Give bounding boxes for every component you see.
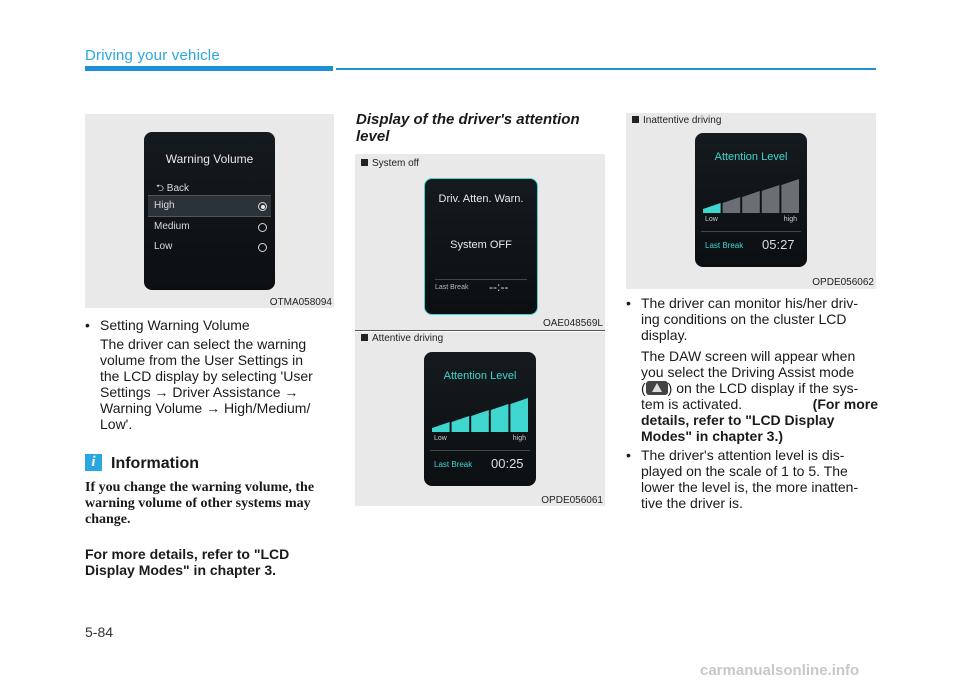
text-line: the LCD display by selecting 'User (100, 368, 313, 384)
bullet-setting-warning-volume (85, 317, 335, 432)
divider (435, 279, 527, 280)
gauge-segment (723, 197, 741, 213)
more-details-note (85, 546, 335, 578)
bullet-dot: • (85, 317, 90, 333)
text-line: The DAW screen will appear when (641, 348, 856, 364)
gauge-low-label: Low (705, 216, 718, 223)
header-rule-thin (336, 68, 876, 70)
bullet-dot: • (626, 295, 631, 311)
square-bullet-icon (361, 334, 368, 341)
text-line: tive the driver is. (641, 495, 743, 511)
text-line: The driver's attention level is dis- (641, 447, 845, 463)
text-line: warning volume of other systems may (85, 496, 311, 511)
gauge-high-label: high (783, 216, 797, 223)
figure-label (361, 333, 443, 344)
text-line: display. (641, 327, 688, 343)
figure-code: OAE048569L (542, 318, 603, 329)
attention-level-gauge (703, 177, 799, 213)
figure-code: OPDE056062 (812, 277, 874, 288)
option-row-high[interactable] (148, 196, 271, 216)
bullet-body (626, 447, 878, 511)
gauge-segment (742, 191, 760, 213)
option-label: Medium (154, 221, 190, 232)
radio-empty-icon (258, 223, 267, 232)
last-break-value: --:-- (489, 280, 509, 294)
subhead-attention-level (356, 111, 606, 145)
gauge-segment (452, 416, 470, 432)
driving-assist-mode-icon (646, 381, 668, 395)
gauge-segment (781, 179, 799, 213)
text-line: If you change the warning volume, the (85, 480, 315, 495)
text-line: The driver can select the warning (100, 336, 307, 352)
figure-inattentive-driving (626, 113, 876, 289)
text-fragment: (For more (812, 396, 878, 412)
text-line: Warning Volume → High/Medium/ (100, 400, 311, 416)
figure-label-text: Inattentive driving (643, 115, 722, 126)
bullet-title: Setting Warning Volume (100, 317, 250, 333)
text-line: For more details, refer to "LCD (85, 546, 290, 562)
lcd-inattentive-screen (695, 133, 807, 267)
text-line: level (356, 128, 390, 145)
figure-label-text: Attentive driving (372, 333, 444, 344)
gauge-segment (471, 410, 489, 432)
info-body (85, 480, 335, 528)
text-fragment: ) on the LCD display if the sys- (667, 380, 859, 396)
text-line: lower the level is, the more inatten- (641, 479, 859, 495)
bullet-paragraph-2 (626, 348, 878, 444)
back-arrow-icon: ⮌ (156, 183, 165, 194)
divider (430, 450, 530, 451)
text-line: Display Modes" in chapter 3. (85, 562, 277, 578)
figure-warning-volume (85, 114, 334, 308)
section-title: Driving your vehicle (85, 47, 220, 64)
bullet-body (626, 295, 878, 343)
text-line: details, refer to "LCD Display (641, 412, 835, 428)
text-line (641, 380, 878, 396)
figure-code: OTMA058094 (269, 297, 332, 308)
attention-level-gauge (432, 396, 528, 432)
text-line (641, 396, 878, 412)
bullet-dot: • (626, 447, 631, 463)
text-line: played on the scale of 1 to 5. The (641, 463, 848, 479)
option-label: Low (154, 241, 173, 252)
text-fragment: tem is activated. (641, 396, 743, 412)
bullet-body (85, 336, 335, 432)
text-fragment: ( (641, 380, 646, 396)
screen-title: Attention Level (714, 151, 788, 163)
radio-empty-icon (258, 243, 267, 252)
screen-title: Warning Volume (165, 152, 254, 166)
gauge-segment (703, 203, 721, 213)
info-icon: i (85, 454, 102, 471)
gauge-segment (762, 185, 780, 213)
figure-attentive-driving (355, 332, 605, 506)
bullet-attention-scale (626, 447, 878, 511)
gauge-segment (491, 404, 509, 432)
figure-label (632, 115, 721, 126)
last-break-label: Last Break (434, 460, 473, 469)
text-line: Low'. (100, 416, 133, 432)
option-row-low[interactable] (148, 237, 271, 257)
lcd-attentive-screen (424, 352, 536, 486)
text-line: you select the Driving Assist mode (641, 364, 855, 380)
bullet-driver-monitor (626, 295, 878, 444)
square-bullet-icon (361, 159, 368, 166)
page-number: 5-84 (85, 624, 114, 640)
watermark: carmanualsonline.info (700, 662, 860, 679)
text-line: Display of the driver's attention (356, 111, 580, 128)
system-status: System OFF (450, 239, 512, 251)
gauge-low-label: Low (434, 435, 447, 442)
screen-title: Driv. Atten. Warn. (438, 193, 524, 205)
last-break-value: 00:25 (491, 456, 524, 471)
header-rule-thick (85, 66, 333, 71)
figure-divider (355, 330, 605, 331)
figure-system-off (355, 154, 605, 330)
text-line: change. (85, 512, 131, 527)
screen-title: Attention Level (443, 370, 517, 382)
back-label: Back (166, 183, 190, 194)
radio-selected-icon (258, 202, 267, 211)
gauge-high-label: high (512, 435, 526, 442)
last-break-value: 05:27 (762, 237, 795, 252)
last-break-label: Last Break (435, 284, 469, 291)
last-break-label: Last Break (705, 241, 744, 250)
text-line: ing conditions on the cluster LCD (641, 311, 847, 327)
figure-label (361, 158, 419, 169)
text-line: Settings → Driver Assistance → (100, 384, 299, 400)
divider (701, 231, 801, 232)
lcd-system-off-screen (424, 178, 538, 315)
text-line: volume from the User Settings in (100, 352, 304, 368)
gauge-segment (432, 422, 450, 432)
info-title: Information (111, 455, 199, 472)
option-label: High (154, 200, 175, 211)
gauge-segment (510, 398, 528, 432)
lcd-warning-volume-screen (144, 132, 275, 290)
text-line: The driver can monitor his/her driv- (641, 295, 859, 311)
text-line: Modes" in chapter 3.) (641, 428, 783, 444)
square-bullet-icon (632, 116, 639, 123)
figure-code: OPDE056061 (541, 495, 603, 506)
figure-label-text: System off (372, 158, 420, 169)
option-row-medium[interactable] (148, 217, 271, 237)
